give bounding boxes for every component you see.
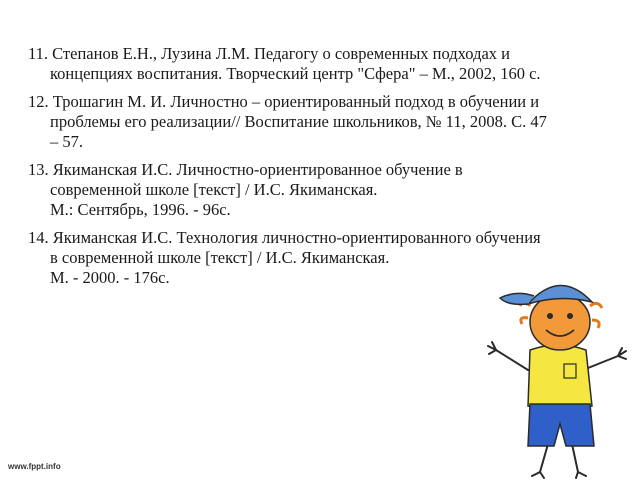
reference-item bbox=[28, 92, 608, 152]
reference-line: проблемы его реализации// Воспитание школьников, № 11, 2008. С. 47 bbox=[50, 112, 547, 131]
reference-line: концепциях воспитания. Творческий центр "Сфера" – М., 2002, 160 с. bbox=[50, 64, 541, 83]
cartoon-boy-illustration bbox=[468, 258, 638, 480]
reference-line: М. - 2000. - 176с. bbox=[50, 268, 170, 287]
reference-line: М.: Сентябрь, 1996. - 96с. bbox=[50, 200, 231, 219]
footer-site: www.fppt.info bbox=[8, 462, 61, 471]
reference-line: 12. Трошагин М. И. Личностно – ориентированный подход в обучении и bbox=[28, 92, 540, 111]
reference-line: современной школе [текст] / И.С. Якиманская. bbox=[50, 180, 378, 199]
reference-item bbox=[28, 44, 608, 84]
reference-item bbox=[28, 160, 608, 220]
reference-line: 11. Степанов Е.Н., Лузина Л.М. Педагогу о современных подходах и bbox=[28, 44, 511, 63]
reference-line: 13. Якиманская И.С. Личностно-ориентированное обучение в bbox=[28, 160, 463, 179]
reference-line: – 57. bbox=[50, 132, 83, 151]
reference-line: в современной школе [текст] / И.С. Якиманская. bbox=[50, 248, 390, 267]
reference-line: 14. Якиманская И.С. Технология личностно-ориентированного обучения bbox=[28, 228, 541, 247]
